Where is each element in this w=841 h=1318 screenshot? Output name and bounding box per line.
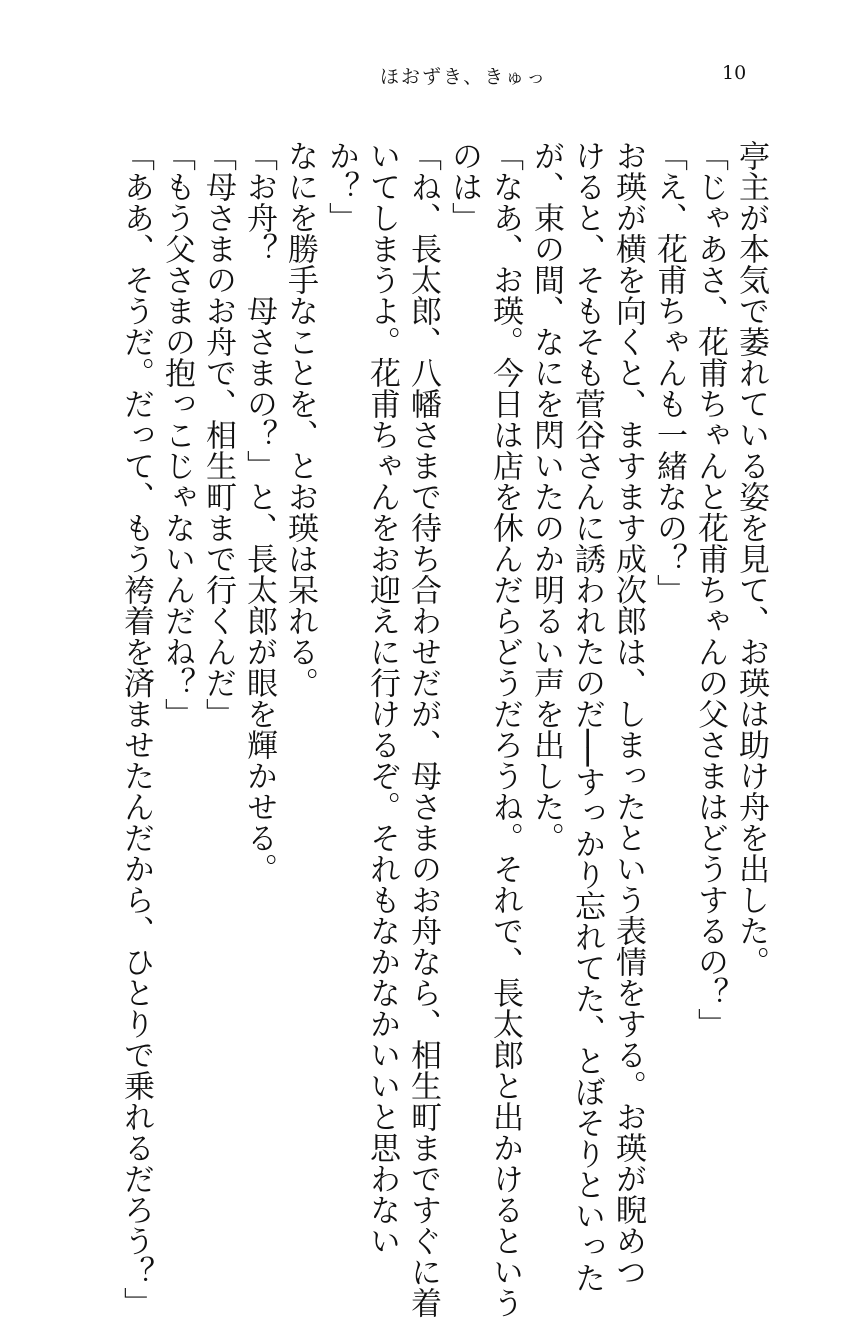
text-line: 「ね、長太郎、八幡さまで待ち合わせだが、母さまのお舟なら、相生町まですぐに着 bbox=[405, 140, 441, 1318]
text-line: のは」 bbox=[446, 140, 482, 233]
vertical-text-body bbox=[115, 140, 771, 1318]
text-line: 「え、花甫ちゃんも一緒なの？」 bbox=[651, 140, 687, 605]
running-header: ほおずき、きゅっ bbox=[380, 66, 548, 88]
text-line: 「もう父さまの抱っこじゃないんだね？」 bbox=[159, 140, 195, 729]
text-line: けると、そもそも菅谷さんに誘われたのだ──すっかり忘れてた、とぼそりといった bbox=[569, 140, 605, 1294]
page-number: 10 bbox=[722, 62, 747, 84]
text-line: 「お舟？ 母さまの？」と、長太郎が眼を輝かせる。 bbox=[241, 140, 277, 884]
text-line: か？」 bbox=[323, 140, 359, 233]
text-line: 「じゃあさ、花甫ちゃんと花甫ちゃんの父さまはどうするの？」 bbox=[692, 140, 728, 1039]
text-line: いてしまうよ。花甫ちゃんをお迎えに行けるぞ。それもなかなかいいと思わない bbox=[364, 140, 400, 1256]
text-line: なにを勝手なことを、とお瑛は呆れる。 bbox=[282, 140, 318, 698]
text-line: 「母さまのお舟で、相生町まで行くんだ」 bbox=[200, 140, 236, 729]
text-line: 亭主が本気で萎れている姿を見て、お瑛は助け舟を出した。 bbox=[733, 140, 769, 977]
text-line: 「ああ、そうだ。だって、もう袴着を済ませたんだから、ひとりで乗れるだろう？」 bbox=[118, 140, 154, 1318]
text-line: 「なあ、お瑛。今日は店を休んだらどうだろうね。それで、長太郎と出かけるという bbox=[487, 140, 523, 1318]
text-line: が、束の間、なにを閃いたのか明るい声を出した。 bbox=[528, 140, 564, 853]
text-line: お瑛が横を向くと、ますます成次郎は、しまったという表情をする。お瑛が睨めつ bbox=[610, 140, 646, 1287]
